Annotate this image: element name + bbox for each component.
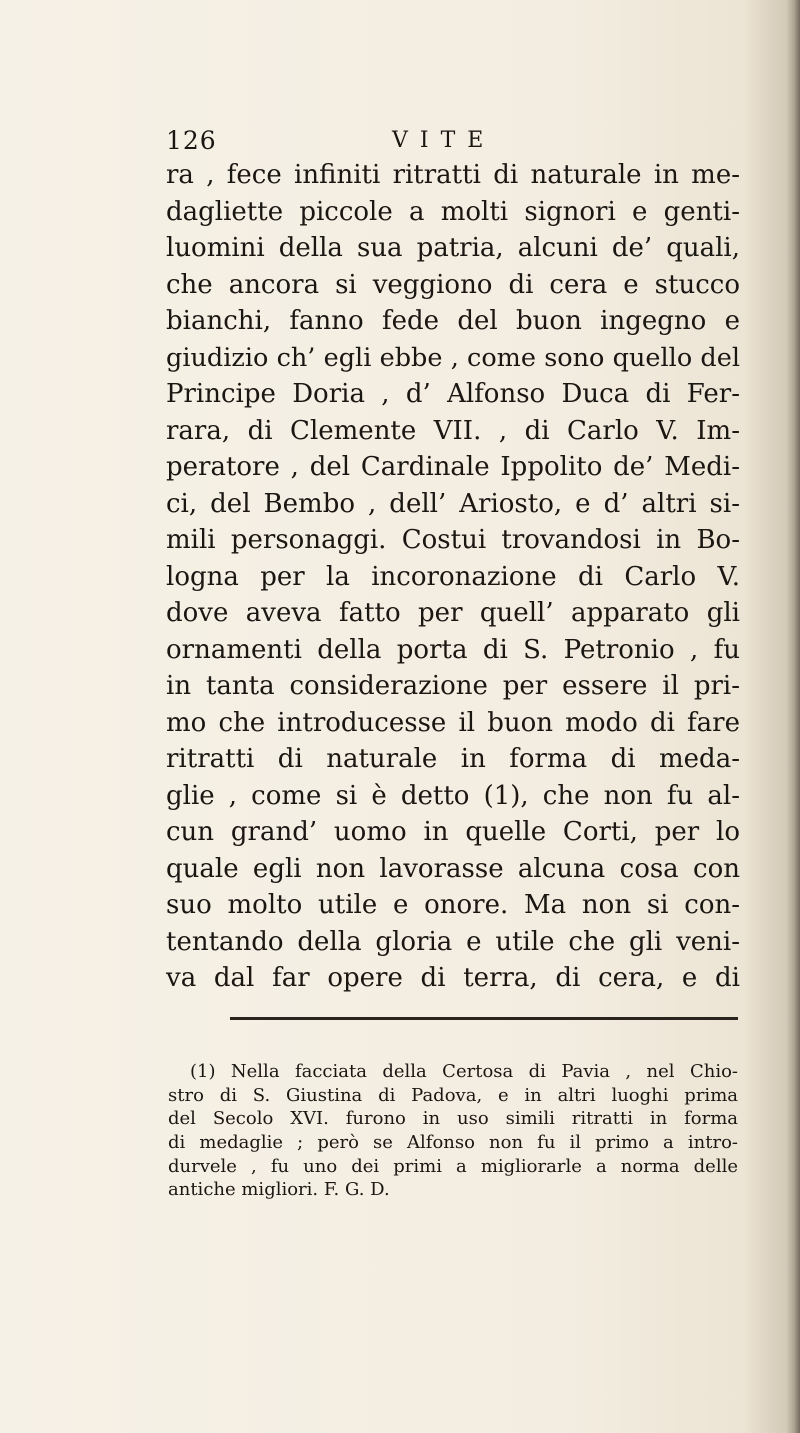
footnote-line: antiche migliori. F. G. D. — [168, 1179, 390, 1201]
text-line: tentando della gloria e utile che gli veni- — [166, 926, 740, 957]
text-line: cun grand’ uomo in quelle Corti, per lo — [166, 817, 740, 847]
page-header — [166, 126, 740, 160]
text-line: mo che introducesse il buon modo di fare — [166, 707, 740, 738]
footnote-line: di medaglie ; però se Alfonso non fu il primo a intro- — [168, 1132, 738, 1154]
footnote-line: durvele , fu uno dei primi a migliorarle a norma delle — [168, 1155, 738, 1177]
text-line: ci, del Bembo , dell’ Ariosto, e d’ altri si- — [166, 488, 740, 519]
text-line: dagliette piccole a molti signori e genti- — [166, 196, 740, 227]
page-number: 126 — [166, 126, 217, 155]
text-line: rara, di Clemente VII. , di Carlo V. Im- — [166, 415, 740, 446]
running-title: VITE — [392, 128, 496, 153]
text-line: ritratti di naturale in forma di meda- — [166, 744, 740, 774]
footnote-line: (1) Nella facciata della Certosa di Pavia , nel Chio- — [190, 1061, 738, 1082]
text-line: ra , fece infiniti ritratti di naturale in me- — [166, 160, 740, 190]
text-line: in tanta considerazione per essere il pri- — [166, 671, 740, 701]
text-line: bianchi, fanno fede del buon ingegno e — [166, 306, 740, 336]
footnote-line: stro di S. Giustina di Padova, e in altri luoghi prima — [168, 1084, 738, 1106]
footnote-line: del Secolo XVI. furono in uso simili ritratti in forma — [168, 1108, 738, 1130]
text-line: mili personaggi. Costui trovandosi in Bo- — [166, 525, 740, 555]
text-line: Principe Doria , d’ Alfonso Duca di Fer- — [166, 379, 740, 409]
text-line: va dal far opere di terra, di cera, e di — [166, 963, 740, 993]
text-line: quale egli non lavorasse alcuna cosa con — [166, 853, 740, 884]
footnote — [168, 1060, 738, 1202]
text-line: dove aveva fatto per quell’ apparato gli — [166, 598, 740, 628]
text-line: logna per la incoronazione di Carlo V. — [166, 561, 740, 592]
footnote-divider — [230, 1017, 738, 1020]
text-line: peratore , del Cardinale Ippolito de’ Medi- — [166, 452, 740, 482]
text-line: suo molto utile e onore. Ma non si con- — [166, 890, 740, 920]
text-line: ornamenti della porta di S. Petronio , fu — [166, 634, 740, 665]
main-text — [166, 157, 740, 997]
text-line: che ancora si veggiono di cera e stucco — [166, 269, 740, 300]
text-line: luomini della sua patria, alcuni de’ quali, — [166, 233, 740, 263]
text-line: glie , come si è detto (1), che non fu al- — [166, 780, 740, 811]
text-line: giudizio ch’ egli ebbe , come sono quello del — [166, 342, 740, 373]
page-edge-shadow — [786, 0, 800, 1433]
